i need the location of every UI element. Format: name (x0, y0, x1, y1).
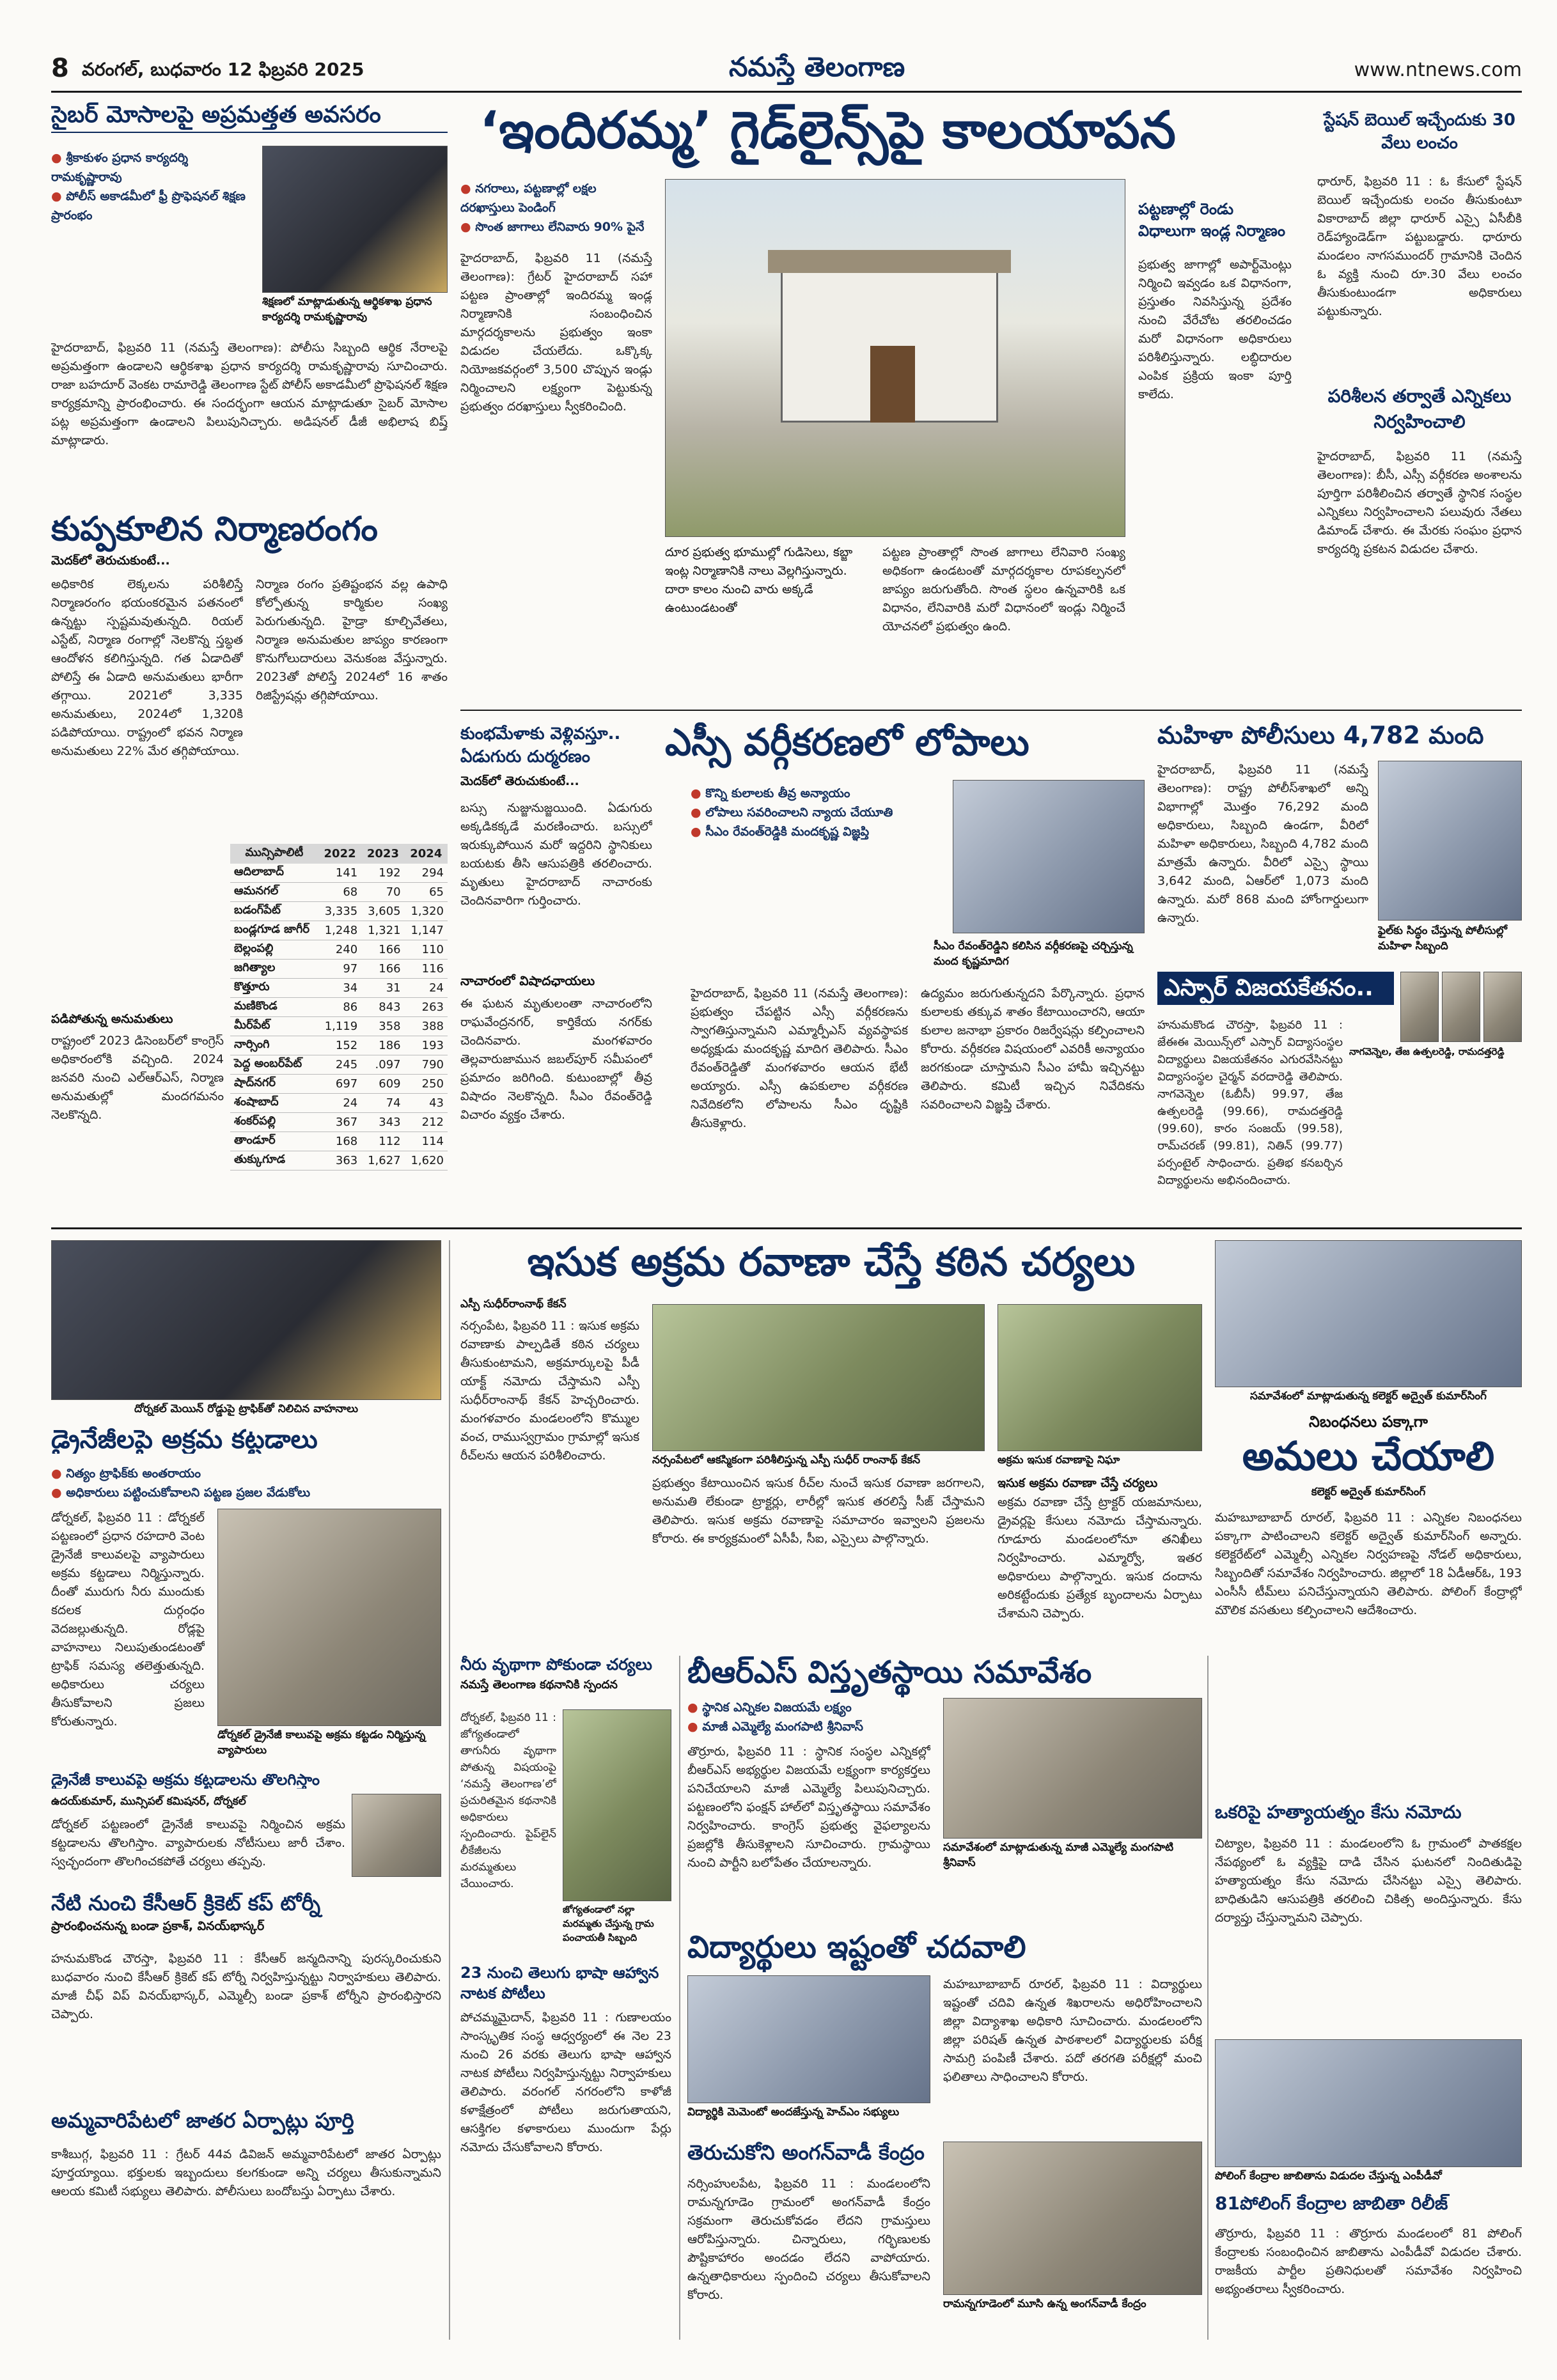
drain-bullet-1: ● నిత్యం ట్రాఫిక్‌కు అంతరాయం (51, 1464, 441, 1483)
kumbh-sub: నాచారంలో విషాదఛాయలు (460, 973, 595, 988)
table-cell: జగిత్యాల (230, 960, 318, 979)
table-cell: 245 (318, 1055, 361, 1075)
murder-case-article (1215, 1803, 1522, 2340)
construction-note-head: పడిపోతున్న అనుమతులు (51, 1012, 173, 1026)
table-cell: 343 (361, 1113, 404, 1132)
students-article (687, 1931, 1202, 2135)
table-row (230, 864, 448, 883)
table-cell: 212 (405, 1113, 448, 1132)
rule-mid-section (51, 1227, 1522, 1229)
table-cell: బడంగ్‌పేట్ (230, 902, 318, 921)
elections-after-article (1317, 384, 1522, 697)
table-cell: 168 (318, 1132, 361, 1151)
table-cell: 86 (318, 998, 361, 1017)
indiramma-bullets (460, 179, 652, 237)
table-row (230, 998, 448, 1017)
indiramma-body-2: పట్టణ ప్రాంతాల్లో సొంత జాగాలు లేనివారి సంఖ్య అధికంగా ఉండటంతో మార్గదర్శకాల రూపకల్పనలో జాప్యం జరుగుతోంది. సొంత స్థలం ఉన్నవారికి ఒక విధానం, లేనివారికి మరో విధానంలో ఇండ్లు నిర్మించే యోచనలో ప్రభుత్వం ఉంది. (882, 545, 1125, 634)
anganwadi-photo (943, 2142, 1202, 2295)
sc-headline: ఎస్సీ వర్గీకరణలో లోపాలు (665, 722, 1029, 764)
table-row (230, 1055, 448, 1075)
table-row (230, 1017, 448, 1036)
cyber-photo-caption: శిక్షణలో మాట్లాడుతున్న ఆర్థికశాఖ ప్రధాన కార్యదర్శి రామకృష్ణారావు (262, 295, 432, 323)
drama-article (460, 1963, 671, 2340)
esper-headline: ఎస్పార్ విజయకేతనం.. (1157, 972, 1394, 1005)
table-cell: 363 (318, 1151, 361, 1171)
table-cell: 68 (318, 883, 361, 902)
kumbh-body: బస్సు నుజ్జునుజ్జయింది. ఏడుగురు అక్కడికక్కడే మరణించారు. బస్సులో ఇరుక్కుపోయిన మరో ఇద్దరిని స్థానికులు బయటకు తీసి ఆసుపత్రికి తరలించారు. మృతులు హైదరాబాద్ నాచారంకు చెందినవారిగా గుర్తించారు. (460, 801, 652, 908)
water-aid-headline: నీరు వృథాగా పోకుండా చర్యలు (460, 1656, 652, 1674)
drama-headline: 23 నుంచి తెలుగు భాషా ఆహ్వాన నాటక పోటీలు (460, 1964, 659, 2002)
women-police-caption: ఫైల్‌కు సిద్ధం చేస్తున్న పోలీసుల్లో మహిళా సిబ్బంది (1378, 924, 1508, 953)
women-police-headline: మహిళా పోలీసులు 4,782 మంది (1157, 722, 1484, 749)
drain-byline: ఉదయ్‌కుమార్, మున్సిపల్ కమిషనర్, దోర్నకల్ (51, 1795, 246, 1808)
sc-body-1: హైదరాబాద్, ఫిబ్రవరి 11 (నమస్తే తెలంగాణ): ప్రభుత్వం చేపట్టిన ఎస్సీ వర్గీకరణను స్వాగతిస్తున్నామని ఎమ్మార్పీఎస్ వ్యవస్థాపక అధ్యక్షుడు మందకృష్ణ మాదిగ తెలిపారు. సీఎం రేవంత్‌రెడ్డితో మంగళవారం ఆయన భేటీ అయ్యారు. ఎస్సీ ఉపకులాల వర్గీకరణ నివేదికలోని లోపాలను సీఎం దృష్టికి తీసుకెళ్లారు. (691, 986, 908, 1130)
indiramma-bullet-2: ● సొంత జాగాలు లేనివారు 90% పైనే (460, 217, 652, 237)
table-cell: కొత్తూరు (230, 979, 318, 998)
table-cell: 609 (361, 1075, 404, 1094)
drama-body: పోచమ్మమైదాన్, ఫిబ్రవరి 11 : గుణాలయం సాంస్కృతిక సంస్థ ఆధ్వర్యంలో ఈ నెల 23 నుంచి 26 వరకు తెలుగు భాషా ఆహ్వాన నాటక పోటీలు నిర్వహిస్తున్నట్టు నిర్వాహకులు తెలిపారు. వరంగల్ నగరంలోని కాళోజీ కళాక్షేత్రంలో పోటీలు జరుగుతాయని, ఆసక్తిగల కళాకారులు ముందుగా పేర్లు నమోదు చేసుకోవాలని కోరారు. (460, 2011, 671, 2154)
election-obs-body: మహబూబాబాద్ రూరల్, ఫిబ్రవరి 11 : ఎన్నికల నిబంధనలు పక్కాగా పాటించాలని కలెక్టర్ అద్వైత్ కుమార్‌సింగ్ అన్నారు. కలెక్టరేట్‌లో ఎమ్మెల్సీ ఎన్నికల నిర్వహణపై నోడల్ అధికారులు, సిబ్బందితో సమావేశం నిర్వహించారు. జిల్లాలో 18 ఏడీఆర్‌ఓ, 193 ఎంసీసీ టీమ్‌లు పనిచేస్తున్నాయని తెలిపారు. పోలింగ్ కేంద్రాల్లో మౌలిక వసతులు కల్పించాలని ఆదేశించారు. (1215, 1511, 1522, 1617)
table-cell: .097 (361, 1055, 404, 1075)
indiramma-photo-caption: దూర ప్రభుత్వ భూముల్లో గుడిసెలు, కబ్జా ఇంట్ల నిర్మాణానికి నాలు వెల్లగిస్తున్నారు. దారా కాలం నుంచి వారు అక్కడే ఉంటుండటంతో (665, 545, 853, 615)
cyber-bullet-2: ● పోలీస్ అకాడమీలో ఫ్రీ ప్రొఫెషనల్ శిక్షణ ప్రారంభం (51, 187, 249, 225)
sand-photo-1 (652, 1304, 985, 1451)
anganwadi-article (687, 2142, 1202, 2340)
table-cell: బండ్లగూడ జాగీర్ (230, 921, 318, 940)
table-cell: 1,320 (405, 902, 448, 921)
table-cell: 790 (405, 1055, 448, 1075)
table-cell: 3,605 (361, 902, 404, 921)
table-cell: 388 (405, 1017, 448, 1036)
esper-article (1157, 972, 1522, 1221)
table-cell: 74 (361, 1094, 404, 1113)
water-aid-photo (563, 1709, 671, 1901)
construction-body-2: నిర్మాణ రంగం ప్రతిష్టంభన వల్ల ఉపాధి కోల్పోతున్న కార్మికుల సంఖ్య పెరుగుతున్నది. హైడ్రా కూల్చివేతలు, నిర్మాణ అనుమతుల జాప్యం కారణంగా కొనుగోలుదారులు వెనుకంజ వేస్తున్నారు. 2023తో పోలిస్తే 2024లో 16 శాతం రిజిస్ట్రేషన్లు తగ్గిపోయాయి. (256, 577, 448, 703)
table-row (230, 960, 448, 979)
esper-photo-1 (1400, 972, 1439, 1042)
students-photo (687, 1975, 930, 2103)
election-obs-article (1215, 1240, 1522, 1796)
brs-article (687, 1656, 1202, 1924)
drain-photo-2-caption: డోర్నకల్ డ్రైనేజీ కాలువపై అక్రమ కట్టడం నిర్మిస్తున్న వ్యాపారులు (217, 1729, 426, 1757)
table-cell: శంకర్‌పల్లి (230, 1113, 318, 1132)
table-cell: 112 (361, 1132, 404, 1151)
table-cell: 31 (361, 979, 404, 998)
house-door (870, 346, 915, 423)
table-cell: 1,321 (361, 921, 404, 940)
sc-photo (953, 780, 1145, 933)
sc-body-2: ఉద్యమం జరుగుతున్నదని పేర్కొన్నారు. ప్రధాన కులాలకు తక్కువ శాతం కేటాయించారని, ఆయా కులాల జనాభా ప్రకారం రిజర్వేషన్లు కల్పించాలని కోరారు. వర్గీకరణ విషయంలో ఎవరికీ అన్యాయం జరగకుండా చూస్తామని సీఎం హామీ ఇచ్చినట్టు తెలిపారు. కమిటీ ఇచ్చిన నివేదికను సవరించాలని విజ్ఞప్తి చేశారు. (921, 986, 1145, 1112)
table-cell: 843 (361, 998, 404, 1017)
jatara-body: కాశీబుగ్గ, ఫిబ్రవరి 11 : గ్రేటర్ 44వ డివిజన్ అమ్మవారిపేటలో జాతర ఏర్పాట్లు పూర్తయ్యాయి. భక్తులకు ఇబ్బందులు కలగకుండా అన్ని చర్యలు తీసుకున్నామని ఆలయ కమిటీ సభ్యులు తెలిపారు. పోలీసులు బందోబస్తు ఏర్పాటు చేశారు. (51, 2147, 441, 2198)
masthead-rule (51, 91, 1522, 93)
election-obs-caption: సమావేశంలో మాట్లాడుతున్న కలెక్టర్ అద్వైత్ కుమార్‌సింగ్ (1250, 1390, 1487, 1403)
table-cell: 3,335 (318, 902, 361, 921)
table-cell: ఆమనగల్ (230, 883, 318, 902)
esper-photo-2 (1442, 972, 1480, 1042)
table-cell: మణికొండ (230, 998, 318, 1017)
table-cell: 43 (405, 1094, 448, 1113)
table-row (230, 1075, 448, 1094)
table-cell: 1,147 (405, 921, 448, 940)
brs-caption: సమావేశంలో మాట్లాడుతున్న మాజీ ఎమ్మెల్యే మంగపాటి శ్రీనివాస్ (943, 1841, 1174, 1869)
table-row (230, 1036, 448, 1055)
station-bail-article (1317, 109, 1522, 377)
women-police-body: హైదరాబాద్, ఫిబ్రవరి 11 (నమస్తే తెలంగాణ): రాష్ట్ర పోలీస్‌శాఖలో అన్ని విభాగాల్లో మొత్తం 76,292 మంది అధికారులు, సిబ్బంది ఉండగా, వీరిలో మహిళా అధికారులు, సిబ్బంది 4,782 మంది మాత్రమే ఉన్నారు. వీరిలో ఎస్సై స్థాయి 3,642 మంది, ఏఆర్‌లో 1,073 మంది ఉన్నారు. మరో 868 మంది హోంగార్డులుగా ఉన్నారు. (1157, 763, 1368, 925)
construction-note: రాష్ట్రంలో 2023 డిసెంబర్‌లో కాంగ్రెస్ అధికారంలోకి వచ్చింది. 2024 జనవరి నుంచి ఎల్‌ఆర్‌ఎస్, నిర్మాణ అనుమతుల్లో మందగమనం నెలకొన్నది. (51, 1034, 224, 1122)
table-cell: 294 (405, 864, 448, 883)
kcr-cup-article (51, 1892, 441, 2103)
table-cell: 1,248 (318, 921, 361, 940)
station-bail-headline: స్టేషన్ బెయిల్ ఇచ్చేందుకు 30 వేలు లంచం (1324, 111, 1515, 153)
sand-body-2: ప్రభుత్వం కేటాయించిన ఇసుక రీచ్‌ల నుంచే ఇసుక రవాణా జరగాలని, అనుమతి లేకుండా ట్రాక్టర్లు, లారీల్లో ఇసుక తరలిస్తే సీజ్ చేస్తామని తెలిపారు. ఇసుక అక్రమ రవాణాపై సమాచారం ఇవ్వాలని ప్రజలను కోరారు. ఈ కార్యక్రమంలో ఏసీపీ, సీఐ, ఎస్సైలు పాల్గొన్నారు. (652, 1476, 985, 1546)
brs-photo (943, 1698, 1202, 1839)
sand-article (460, 1240, 1202, 1649)
sc-bullet-1: ● కొన్ని కులాలకు తీవ్ర అన్యాయం (691, 784, 946, 803)
sc-bullets (691, 784, 946, 841)
table-cell: 24 (405, 979, 448, 998)
murder-case-headline: ఒకరిపై హత్యాయత్నం కేసు నమోదు (1215, 1803, 1462, 1823)
election-obs-headline: అమలు చేయాలి (1242, 1435, 1495, 1479)
table-header-cell: 2024 (405, 844, 448, 864)
drain-photo-1 (51, 1240, 441, 1400)
election-obs-byline: కలెక్టర్ అద్వైత్ కుమార్‌సింగ్ (1311, 1486, 1426, 1498)
paper-name: నమస్తే తెలంగాణ (729, 51, 905, 82)
jatara-article (51, 2110, 441, 2340)
drain-bullet-2: ● అధికారులు పట్టించుకోవాలని పట్టణ ప్రజల వేడుకోలు (51, 1483, 441, 1502)
table-header-cell: మున్సిపాలిటీ (230, 844, 318, 864)
kumbh-article (460, 722, 652, 1221)
sc-bullet-3: ● సీఎం రేవంత్‌రెడ్డికి మందకృష్ణ విజ్ఞప్తి (691, 822, 946, 841)
polling-photo (1215, 2039, 1522, 2167)
drain-body: డోర్నకల్, ఫిబ్రవరి 11 : డోర్నకల్ పట్టణంలో ప్రధాన రహదారి వెంట డ్రైనేజీ కాలువలపై వ్యాపారులు అక్రమ కట్టడాలు నిర్మిస్తున్నారు. దీంతో మురుగు నీరు ముందుకు కదలక దుర్గంధం వెదజల్లుతున్నది. రోడ్లపై వాహనాలు నిలుపుతుండటంతో ట్రాఫిక్ సమస్య తలెత్తుతున్నది. అధికారులు చర్యలు తీసుకోవాలని ప్రజలు కోరుతున్నారు. (51, 1511, 205, 1729)
sand-photo-1-caption: నర్సంపేటలో ఆకస్మికంగా పరిశీలిస్తున్న ఎస్పీ సుధీర్ రాంనాథ్ కేకన్ (652, 1454, 921, 1466)
table-row (230, 1151, 448, 1171)
sand-body-1: నర్సంపేట, ఫిబ్రవరి 11 : ఇసుక అక్రమ రవాణాకు పాల్పడితే కఠిన చర్యలు తీసుకుంటామని, అక్రమార్కులపై పీడీ యాక్ట్ నమోదు చేస్తామని ఎస్పీ సుధీర్‌రాంనాథ్ కేకన్ హెచ్చరించారు. మంగళవారం మండలంలోని కొమ్ముల వంచ, రాముస్వగ్రామం గ్రామాల్లో ఇసుక రీచ్‌లను ఆయన పరిశీలించారు. (460, 1319, 639, 1463)
drain-sub: డ్రైనేజీ కాలువపై అక్రమ కట్టడాలను తొలగిస్తాం (51, 1771, 320, 1789)
table-cell: నార్సింగి (230, 1036, 318, 1055)
table-cell: 192 (361, 864, 404, 883)
water-aid-kicker: నమస్తే తెలంగాణ కథనానికి స్పందన (460, 1677, 618, 1692)
construction-table (230, 844, 448, 1171)
women-police-photo (1378, 761, 1522, 921)
table-cell: 70 (361, 883, 404, 902)
table-cell: 166 (361, 940, 404, 960)
kcr-cup-kicker: ప్రారంభించనున్న బండా ప్రకాశ్, వినయ్‌భాస్కర్ (51, 1919, 265, 1934)
table-cell: ఆదిలాబాద్ (230, 864, 318, 883)
table-cell: 1,119 (318, 1017, 361, 1036)
table-header-cell: 2023 (361, 844, 404, 864)
drain-photo-2 (217, 1509, 441, 1726)
table-cell: 358 (361, 1017, 404, 1036)
table-cell: 24 (318, 1094, 361, 1113)
table-row (230, 1094, 448, 1113)
station-bail-body: ధారూర్, ఫిబ్రవరి 11 : ఓ కేసులో స్టేషన్ బెయిల్ ఇచ్చేందుకు లంచం తీసుకుంటూ వికారాబాద్ జిల్లా ధారూర్ ఎస్సై ఏసీబీకి రెడ్‌హ్యాండెడ్‌గా పట్టుబడ్డారు. ధారూరు మండలం నాగసముందర్ గ్రామానికి చెందిన ఓ వ్యక్తి నుంచి రూ.30 వేలు లంచం తీసుకుంటుండగా అధికారులు పట్టుకున్నారు. (1317, 175, 1522, 318)
water-aid-body: దోర్నకల్, ఫిబ్రవరి 11 : జోగ్యతండాలో తాగునీరు వృథాగా పోతున్న విషయంపై ‘నమస్తే తెలంగాణ’లో ప్రచురితమైన కథనానికి అధికారులు స్పందించారు. పైప్‌లైన్ లీకేజీలను మరమ్మతులు చేయించారు. (460, 1711, 556, 1890)
drain-headline: డ్రైనేజీలపై అక్రమ కట్టడాలు (51, 1426, 318, 1454)
sc-article (665, 722, 1151, 1221)
rule-top-section (460, 710, 1522, 711)
table-cell: 97 (318, 960, 361, 979)
page-number: 8 (51, 54, 69, 83)
students-headline: విద్యార్థులు ఇష్టంతో చదవాలి (687, 1931, 1026, 1965)
col-divider-mid (679, 1656, 680, 2340)
table-cell: 166 (361, 960, 404, 979)
table-cell: 186 (361, 1036, 404, 1055)
polling-caption: పోలింగ్ కేంద్రాల జాబితాను విడుదల చేస్తున్న ఎంపీడీవో (1215, 2170, 1442, 2182)
brs-bullet-1: ● స్థానిక ఎన్నికల విజయమే లక్ష్యం (687, 1698, 930, 1717)
table-cell: 1,627 (361, 1151, 404, 1171)
kumbh-tag: మెదక్‌లో తెరుచుకుంటే... (460, 774, 579, 788)
table-cell: బెల్లంపల్లి (230, 940, 318, 960)
polling-body: తొర్రూరు, ఫిబ్రవరి 11 : తొర్రూరు మండలంలో 81 పోలింగ్ కేంద్రాలకు సంబంధించిన జాబితాను ఎంపీడీవో విడుదల చేశారు. రాజకీయ పార్టీల ప్రతినిధులతో సమావేశం నిర్వహించి అభ్యంతరాలు స్వీకరించారు. (1215, 2227, 1522, 2296)
table-cell: షాద్‌నగర్ (230, 1075, 318, 1094)
sc-photo-caption: సీఎం రేవంత్‌రెడ్డిని కలిసిన వర్గీకరణపై చర్చిస్తున్న మంద కృష్ణమాదిగ (934, 940, 1133, 968)
table-row (230, 979, 448, 998)
election-obs-photo (1215, 1240, 1522, 1387)
jatara-headline: అమ్మవారిపేటలో జాతర ఏర్పాట్లు పూర్తి (51, 2110, 354, 2133)
sand-body-3: అక్రమ రవాణా చేస్తే ట్రాక్టర్ యజమానులు, డ్రైవర్లపై కేసులు నమోదు చేస్తామన్నారు. గూడూరు మండలంలోనూ తనిఖీలు నిర్వహించారు. ఎమ్మార్వో, ఇతర అధికారులు పాల్గొన్నారు. ఇసుక దందాను అరికట్టేందుకు ప్రత్యేక బృందాలను ఏర్పాటు చేశామని చెప్పారు. (998, 1495, 1202, 1621)
anganwadi-headline: తెరుచుకోని అంగన్‌వాడీ కేంద్రం (687, 2142, 925, 2165)
women-police-article (1157, 722, 1522, 965)
anganwadi-caption: రామన్నగూడెంలో మూసి ఉన్న అంగన్‌వాడీ కేంద్రం (943, 2298, 1146, 2310)
esper-caption: నాగవెన్నెల, తేజ ఉత్పలరెడ్డి, రామదత్తరెడ్డి (1349, 1046, 1505, 1057)
table-cell: 110 (405, 940, 448, 960)
brs-headline: బీఆర్ఎస్ విస్తృతస్థాయి సమావేశం (687, 1656, 1092, 1690)
website-url: www.ntnews.com (1354, 59, 1522, 81)
drain-photo-caption: దోర్నకల్ మెయిన్ రోడ్డుపై ట్రాఫిక్‌తో నిలిచిన వాహనాలు (134, 1403, 359, 1415)
elections-after-headline: పరిశీలన తర్వాతే ఎన్నికలు నిర్వహించాలి (1327, 385, 1512, 432)
table-cell: మీర్‌పేట్ (230, 1017, 318, 1036)
students-caption: విద్యార్థికి మెమెంటో అందజేస్తున్న హెచ్‌ఎం సభ్యులు (687, 2106, 900, 2119)
water-aid-article (460, 1656, 671, 1956)
polling-headline: 81పోలింగ్ కేంద్రాల జాబితా రిలీజ్ (1215, 2194, 1448, 2214)
students-body: మహబూబాబాద్ రూరల్, ఫిబ్రవరి 11 : విద్యార్థులు ఇష్టంతో చదివి ఉన్నత శిఖరాలను అధిరోహించాలని జిల్లా విద్యాశాఖ అధికారి సూచించారు. మండలంలోని జిల్లా పరిషత్ ఉన్నత పాఠశాలలో విద్యార్థులకు పరీక్ష సామగ్రి పంపిణీ చేశారు. పదో తరగతి పరీక్షల్లో మంచి ఫలితాలు సాధించాలని కోరారు. (943, 1977, 1202, 2084)
construction-body-1: అధికారిక లెక్కలను పరిశీలిస్తే నిర్మాణరంగం భయంకరమైన పతనంలో ఉన్నట్టు స్పష్టమవుతున్నది. రియల్ ఎస్టేట్, నిర్మాణ రంగాల్లో నెలకొన్న స్తబ్ధత ఆందోళన కలిగిస్తున్నది. గత ఏడాదితో పోలిస్తే ఈ ఏడాది అనుమతులు భారీగా తగ్గాయి. 2021లో 3,335 అనుమతులు, 2024లో 1,320కి పడిపోయాయి. రాష్ట్రంలో భవన నిర్మాణ అనుమతులు 22% మేర తగ్గిపోయాయి. (51, 577, 243, 758)
table-cell: 141 (318, 864, 361, 883)
table-cell: 114 (405, 1132, 448, 1151)
drain-article (51, 1240, 441, 1879)
brs-body: తొర్రూరు, ఫిబ్రవరి 11 : స్థానిక సంస్థల ఎన్నికల్లో బీఆర్ఎస్ అభ్యర్థుల విజయమే లక్ష్యంగా కార్యకర్తలు పనిచేయాలని మాజీ ఎమ్మెల్యే పిలుపునిచ్చారు. పట్టణంలోని ఫంక్షన్ హాల్‌లో విస్తృతస్థాయి సమావేశం నిర్వహించారు. కాంగ్రెస్ ప్రభుత్వ వైఫల్యాలను ప్రజల్లోకి తీసుకెళ్లాలని సూచించారు. గ్రామస్థాయి నుంచి పార్టీని బలోపేతం చేయాలన్నారు. (687, 1745, 930, 1870)
indiramma-article (460, 102, 1292, 703)
elections-after-body: హైదరాబాద్, ఫిబ్రవరి 11 (నమస్తే తెలంగాణ): బీసీ, ఎస్సీ వర్గీకరణ అంశాలను పూర్తిగా పరిశీలించిన తర్వాతే స్థానిక సంస్థల ఎన్నికలు నిర్వహించాలని పలువురు నేతలు డిమాండ్ చేశారు. ఈ మేరకు సంఘం ప్రధాన కార్యదర్శి ప్రకటన విడుదల చేశారు. (1317, 449, 1522, 556)
indiramma-bullet-1: ● నగరాలు, పట్టణాల్లో లక్షల దరఖాస్తులు పెండింగ్ (460, 179, 652, 217)
table-cell: 367 (318, 1113, 361, 1132)
construction-table-box (230, 844, 448, 1202)
table-cell: పెద్ద అంబర్‌పేట్ (230, 1055, 318, 1075)
kumbh-body-2: ఈ ఘటన మృతులంతా నాచారంలోని రాఘవేంద్రనగర్, కార్తికేయ నగర్‌కు చెందినవారు. మంగళవారం తెల్లవారుజామున జబల్‌పూర్ సమీపంలో ప్రమాదం జరిగింది. కుటుంబాల్లో తీవ్ర విషాదం నెలకొన్నది. సీఎం రేవంత్‌రెడ్డి విచారం వ్యక్తం చేశారు. (460, 997, 652, 1122)
sand-byline: ఎస్పీ సుధీర్‌రాంనాథ్ కేకన్ (460, 1298, 567, 1311)
indiramma-body-1: హైదరాబాద్, ఫిబ్రవరి 11 (నమస్తే తెలంగాణ): గ్రేటర్ హైదరాబాద్ సహా పట్టణ ప్రాంతాల్లో ఇందిరమ్మ ఇండ్ల నిర్మాణానికి సంబంధించిన మార్గదర్శకాలను ప్రభుత్వం ఇంకా విడుదల చేయలేదు. ఒక్కొక్క నియోజకవర్గంలో 3,500 చొప్పున ఇండ్లు నిర్మించాలని లక్ష్యంగా పెట్టుకున్న ప్రభుత్వం దరఖాస్తులు స్వీకరించింది. (460, 251, 652, 414)
indiramma-body-3: ప్రభుత్వ జాగాల్లో అపార్ట్‌మెంట్లు నిర్మించి ఇవ్వడం ఒక విధానంగా, ప్రస్తుతం నివసిస్తున్న ప్రదేశం నుంచి వేరేచోట తరలించడం మరో విధానంగా అధికారులు పరిశీలిస్తున్నారు. లబ్ధిదారుల ఎంపిక ప్రక్రియ ఇంకా పూర్తి కాలేదు. (1138, 258, 1292, 401)
sand-photo-2 (998, 1304, 1202, 1451)
dateline: వరంగల్, బుధవారం 12 ఫిబ్రవరి 2025 (82, 59, 364, 80)
table-row (230, 883, 448, 902)
cyber-bullets (51, 148, 249, 225)
table-cell: 152 (318, 1036, 361, 1055)
table-cell: తాండూర్ (230, 1132, 318, 1151)
house-roof (768, 250, 1011, 273)
masthead (51, 51, 1522, 89)
construction-headline: కుప్పకూలిన నిర్మాణరంగం (51, 511, 378, 548)
indiramma-sub: పట్టణాల్లో రెండు విధాలుగా ఇండ్ల నిర్మాణం (1138, 200, 1286, 240)
table-cell: 263 (405, 998, 448, 1017)
brs-bullets (687, 1698, 930, 1736)
cyber-body: హైదరాబాద్, ఫిబ్రవరి 11 (నమస్తే తెలంగాణ): పోలీసు సిబ్బంది ఆర్థిక నేరాలపై అప్రమత్తంగా ఉండాలని ఆర్థికశాఖ ప్రధాన కార్యదర్శి రామకృష్ణారావు సూచించారు. రాజా బహదూర్ వెంకట రామారెడ్డి తెలంగాణ స్టేట్ పోలీస్ అకాడమీలో ప్రొఫెషనల్ శిక్షణ కార్యక్రమాన్ని ప్రారంభించారు. ఈ సందర్భంగా ఆయన మాట్లాడుతూ సైబర్ మోసాల పట్ల అప్రమత్తంగా ఉండాలని పిలుపునిచ్చారు. అడిషనల్ డీజీ అభిలాష బిష్త్ మాట్లాడారు. (51, 341, 448, 447)
kcr-cup-headline: నేటి నుంచి కేసీఆర్ క్రికెట్ కప్ టోర్నీ (51, 1892, 321, 1915)
table-cell: తుక్కుగూడ (230, 1151, 318, 1171)
table-cell: 697 (318, 1075, 361, 1094)
esper-body: హనుమకొండ చౌరస్తా, ఫిబ్రవరి 11 : జేఈఈ మెయిన్స్‌లో ఎస్పార్ విద్యాసంస్థల విద్యార్థులు విజయకేతనం ఎగురవేసినట్టు విద్యాసంస్థల చైర్మన్ వరదారెడ్డి తెలిపారు. నాగవెన్నెల (ఓబీసీ) 99.97, తేజ ఉత్పలరెడ్డి (99.66), రామదత్తరెడ్డి (99.60), కారం సంజయ్ (99.58), రామ్‌చరణ్ (99.81), నితిన్ (99.77) పర్సంటైల్ సాధించారు. ప్రతిభ కనబర్చిన విద్యార్థులను అభినందించారు. (1157, 1018, 1343, 1187)
sand-photo-2-caption: అక్రమ ఇసుక రవాణాపై నిఘా (998, 1454, 1120, 1466)
table-header-cell: 2022 (318, 844, 361, 864)
murder-case-body: చిట్యాల, ఫిబ్రవరి 11 : మండలంలోని ఓ గ్రామంలో పాతకక్షల నేపథ్యంలో ఓ వ్యక్తిపై దాడి చేసిన ఘటనలో నిందితుడిపై హత్యాయత్నం కేసు నమోదు చేసినట్టు ఎస్సై తెలిపారు. బాధితుడిని ఆసుపత్రికి తరలించి చికిత్స అందిస్తున్నారు. కేసు దర్యాప్తు చేస్తున్నామని చెప్పారు. (1215, 1837, 1522, 1925)
drain-commissioner-photo (352, 1794, 441, 1877)
table-cell: 116 (405, 960, 448, 979)
drain-bullets (51, 1464, 441, 1502)
table-cell: శంషాబాద్ (230, 1094, 318, 1113)
cyber-bullet-1: ● శ్రీకాకుళం ప్రధాన కార్యదర్శి రామకృష్ణారావు (51, 148, 249, 187)
table-row (230, 921, 448, 940)
table-cell: 240 (318, 940, 361, 960)
brs-bullet-2: ● మాజీ ఎమ్మెల్యే మంగపాటి శ్రీనివాస్ (687, 1717, 930, 1736)
table-cell: 34 (318, 979, 361, 998)
election-obs-kicker: నిబంధనలు పక్కాగా (1309, 1413, 1428, 1431)
construction-article (51, 511, 448, 1221)
kcr-cup-body: హనుమకొండ చౌరస్తా, ఫిబ్రవరి 11 : కేసీఆర్ జన్మదినాన్ని పురస్కరించుకుని బుధవారం నుంచి కేసీఆర్ క్రికెట్ కప్ టోర్నీ నిర్వహిస్తున్నట్టు నిర్వాహకులు తెలిపారు. మాజీ చీఫ్ విప్ వినయ్‌భాస్కర్, ఎమ్మెల్సీ బండా ప్రకాశ్ టోర్నీని ప్రారంభిస్తారని చెప్పారు. (51, 1952, 441, 2021)
table-row (230, 1132, 448, 1151)
cyber-photo (262, 146, 448, 293)
construction-tag: మెదక్‌లో తెరుచుకుంటే... (51, 554, 170, 568)
col-divider-right (1207, 1656, 1209, 2340)
cyber-article (51, 102, 448, 499)
cyber-headline: సైబర్ మోసాలపై అప్రమత్తత అవసరం (51, 102, 448, 133)
sand-headline: ఇసుక అక్రమ రవాణా చేస్తే కఠిన చర్యలు (527, 1240, 1136, 1285)
sand-sub: ఇసుక అక్రమ రవాణా చేస్తే చర్యలు (998, 1476, 1158, 1490)
esper-photo-3 (1483, 972, 1522, 1042)
table-cell: 1,620 (405, 1151, 448, 1171)
table-row (230, 1113, 448, 1132)
sc-bullet-2: ● లోపాలు సవరించాలని న్యాయ చేయూతి (691, 803, 946, 822)
indiramma-headline: ‘ఇందిరమ్మ’ గైడ్‌లైన్స్‌పై కాలయాపన (480, 102, 1176, 160)
table-cell: 250 (405, 1075, 448, 1094)
table-row (230, 902, 448, 921)
drain-body-2: డోర్నకల్ పట్టణంలో డ్రైనేజీ కాలువపై నిర్మించిన అక్రమ కట్టడాలను తొలగిస్తాం. వ్యాపారులకు నోటీసులు జారీ చేశాం. స్వచ్ఛందంగా తొలగించకపోతే చర్యలు తప్పవు. (51, 1817, 345, 1869)
indiramma-house-photo (665, 179, 1125, 537)
water-aid-caption: జోగ్యతండాలో నల్లా మరమ్మతు చేస్తున్న గ్రామ పంచాయతీ సిబ్బంది (563, 1904, 654, 1943)
table-cell: 193 (405, 1036, 448, 1055)
anganwadi-body: నర్సింహులపేట, ఫిబ్రవరి 11 : మండలంలోని రామన్నగూడెం గ్రామంలో అంగన్‌వాడీ కేంద్రం సక్రమంగా తెరుచుకోవడం లేదని గ్రామస్తులు ఆరోపిస్తున్నారు. చిన్నారులు, గర్భిణులకు పౌష్టికాహారం అందడం లేదని వాపోయారు. ఉన్నతాధికారులు స్పందించి చర్యలు తీసుకోవాలని కోరారు. (687, 2177, 930, 2302)
kumbh-headline: కుంభమేళాకు వెళ్లివస్తూ.. ఏడుగురు దుర్మరణం (460, 724, 621, 766)
col-divider-left (449, 1240, 450, 2340)
table-row (230, 940, 448, 960)
table-cell: 65 (405, 883, 448, 902)
